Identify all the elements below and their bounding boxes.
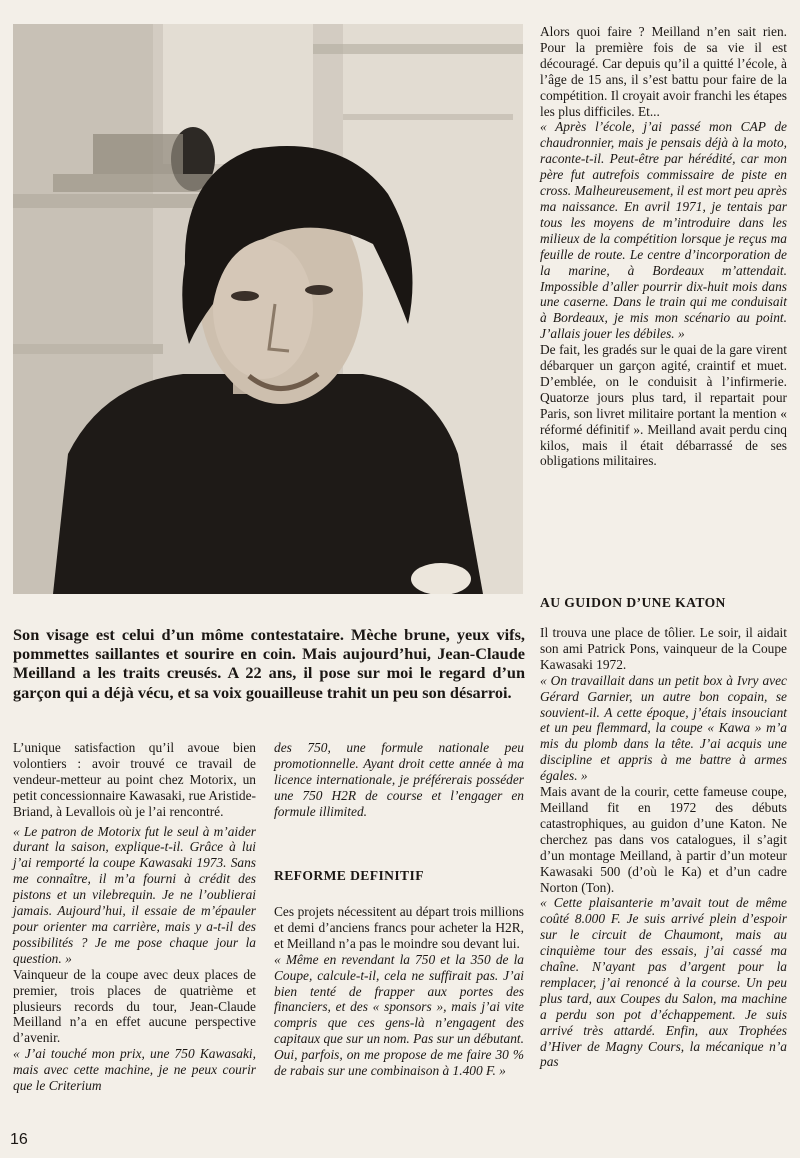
quote-paragraph: « Même en revendant la 750 et la 350 de la Coupe, calcule-t-il, cela ne suffirait pas. J’ai bien tenté de frapper aux portes des financiers, et des « sponsors », mais j’ai vite compris que ces gens-là n’engagent des capitaux que sur un nom. Pas sur un débutant. Oui, parfois, on me propose de me faire 30 % de rabais sur une combinaison à 1.400 F. » bbox=[274, 951, 524, 1079]
column-middle-bottom bbox=[274, 904, 524, 1079]
quote-paragraph: « J’ai touché mon prix, une 750 Kawasaki, mais avec cette machine, je ne peux courir que le Criterium bbox=[13, 1046, 256, 1094]
page-number: 16 bbox=[10, 1131, 28, 1148]
column-right bbox=[540, 625, 787, 1070]
column-left bbox=[13, 740, 256, 1094]
quote-paragraph: « Le patron de Motorix fut le seul à m’aider durant la saison, explique-t-il. Grâce à lui j’ai remporté la coupe Kawasaki 1973. Sans me connaître, il m’a fourni à crédit des pistons et un vilebrequin. Je ne l’oublierai jamais. Aujourd’hui, il essaie de m’épauler pour orienter ma carrière, mais y a-t-il des possibilités ? Je me pose chaque jour la question. » bbox=[13, 823, 256, 966]
paragraph: Vainqueur de la coupe avec deux places de premier, trois places de quatrième et plusieurs records du tour, Jean-Claude Meilland n’a en effet aucune perspective d’avenir. bbox=[13, 966, 256, 1046]
portrait-illustration bbox=[13, 24, 523, 594]
paragraph: Il trouva une place de tôlier. Le soir, il aidait son ami Patrick Pons, vainqueur de la Coupe Kawasaki 1972. bbox=[540, 625, 787, 672]
paragraph: Ces projets nécessitent au départ trois millions et demi d’anciens francs pour acheter la H2R, et Meilland n’a pas le moindre sou devant lui. bbox=[274, 904, 524, 951]
section-heading-reforme: REFORME DEFINITIF bbox=[274, 868, 424, 883]
paragraph: De fait, les gradés sur le quai de la gare virent débarquer un garçon agité, craintif et muet. D’emblée, on le conduisit à l’infirmerie. Quatorze jours plus tard, il repartait pour Paris, son livret militaire portant la mention « réformé définitif ». Meilland avait perdu cinq kilos, mais il était débarrassé de ses obligations militaires. bbox=[540, 342, 787, 469]
top-right-column bbox=[540, 24, 787, 469]
paragraph: Mais avant de la courir, cette fameuse coupe, Meilland fit en 1972 des débuts catastrophiques, au guidon d’une Katon. Ne cherchez pas dans vos catalogues, il s’agit d’un montage Meilland, à partir d’un moteur Kawasaki 500 (d’où le Ka) et d’un cadre Norton (Ton). bbox=[540, 784, 787, 895]
paragraph: Alors quoi faire ? Meilland n’en sait rien. Pour la première fois de sa vie il est découragé. Car depuis qu’il a quitté l’école, à l’âge de 15 ans, il s’est battu pour faire de la compétition. Il croyait avoir franchi les étapes les plus difficiles. Et... bbox=[540, 24, 787, 119]
column-middle-top bbox=[274, 740, 524, 820]
quote-paragraph: des 750, une formule nationale peu promotionnelle. Ayant droit cette année à ma licence internationale, je préférerais posséder une 750 H2R de course et l’engager en formule illimited. bbox=[274, 740, 524, 819]
section-heading-katon: AU GUIDON D’UNE KATON bbox=[540, 595, 726, 610]
paragraph: L’unique satisfaction qu’il avoue bien volontiers : avoir trouvé ce travail de vendeur-metteur au point chez Motorix, un petit concessionnaire Kawasaki, rue Aristide-Briand, à Levallois où je l’ai rencontré. bbox=[13, 740, 256, 819]
quote-paragraph: « Cette plaisanterie m’avait tout de même coûté 8.000 F. Je suis arrivé plein d’espoir sur le circuit de Chaumont, mais au cinquième tour des essais, j’ai cassé ma chaîne. N’ayant pas d’argent pour la remplacer, j’ai renoncé à la course. Un peu plus tard, aux Coupes du Salon, ma machine a perdu son pot d’échappement. Je suis arrivé très attardé. Enfin, aux Trophées d’Hiver de Magny Cours, la mécanique n’a pas bbox=[540, 895, 787, 1070]
lead-paragraph: Son visage est celui d’un môme contestataire. Mèche brune, yeux vifs, pommettes saillantes et sourire en coin. Mais aujourd’hui, Jean-Claude Meilland a les traits creusés. A 22 ans, il pose sur moi le regard d’un garçon qui a déjà vécu, et sa voix gouailleuse trahit un peu son désarroi. bbox=[13, 625, 525, 702]
portrait-photo bbox=[13, 24, 523, 594]
quote-paragraph: « Après l’école, j’ai passé mon CAP de chaudronnier, mais je pensais déjà à la moto, raconte-t-il. Peut-être par hérédité, car mon père fut autrefois commissaire de piste en cross. Malheureusement, il est mort peu après ma naissance. En avril 1971, je tentais par tous les moyens de m’introduire dans les milieux de la compétition lorsque je reçus ma feuille de route. Le centre d’incorporation de la marine, à Bordeaux m’attendait. Impossible d’aller pourrir dix-huit mois dans une caserne. Dans le train qui me conduisait à Bordeaux, je mis mon scénario au point. J’allais jouer les débiles. » bbox=[540, 119, 787, 342]
quote-paragraph: « On travaillait dans un petit box à Ivry avec Gérard Garnier, un autre bon copain, se souvient-il. A cette époque, j’étais insouciant et un peu flemmard, la coupe « Kawa » m’a mis du plomb dans la tête. J’ai acquis une discipline et appris à me battre à armes égales. » bbox=[540, 672, 787, 784]
